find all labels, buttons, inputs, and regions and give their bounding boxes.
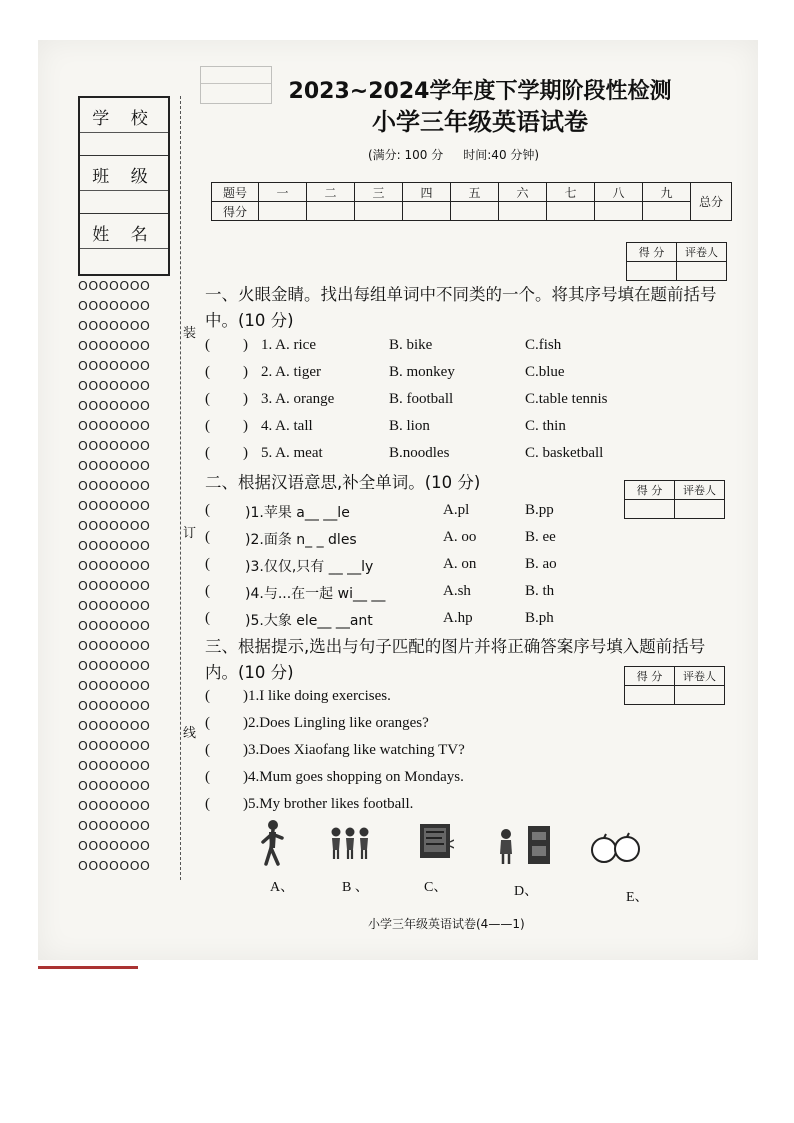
exam-title-line2: 小学三年级英语试卷 [372, 108, 588, 136]
answer-paren[interactable]: ( [205, 688, 210, 704]
seat-circle-row: OOOOOOO [78, 778, 151, 793]
grader-label: 评卷人 [675, 667, 725, 686]
section3-heading: 三、根据提示,选出与句子匹配的图片并将正确答案序号填入题前括号内。(10 分) [205, 637, 706, 682]
s3-question-1 [205, 688, 725, 712]
grader-score-label: 得 分 [625, 667, 675, 686]
class-field[interactable] [80, 156, 168, 214]
seat-circle-row: OOOOOOO [78, 838, 151, 853]
answer-paren[interactable]: ( [205, 715, 210, 731]
score-cell[interactable] [499, 202, 547, 221]
seat-circle-row: OOOOOOO [78, 438, 151, 453]
option-c: C. thin [525, 418, 566, 434]
answer-paren[interactable]: ( [205, 529, 210, 545]
school-field[interactable] [80, 98, 168, 156]
option-c: C.fish [525, 337, 562, 353]
option-b: B. football [389, 391, 454, 407]
grader-box-section1 [626, 242, 727, 281]
option-a: 4. A. tall [261, 418, 313, 434]
option-b: B. bike [389, 337, 433, 353]
seat-circle-row: OOOOOOO [78, 718, 151, 733]
page-footer: 小学三年级英语试卷(4——1) [368, 917, 525, 931]
sentence: )2.Does Lingling like oranges? [243, 715, 429, 731]
option-a: A.sh [443, 583, 471, 599]
grader-score-label: 得 分 [627, 243, 677, 262]
col-9: 九 [643, 183, 691, 202]
binding-line [180, 96, 181, 880]
answer-paren-close: ) [243, 418, 248, 434]
exercising-person-icon [258, 818, 288, 874]
col-1: 一 [259, 183, 307, 202]
picture-label-a: A、 [270, 880, 295, 895]
seat-circle-row: OOOOOOO [78, 518, 151, 533]
option-a: A.pl [443, 502, 470, 518]
seat-circle-row: OOOOOOO [78, 858, 151, 873]
answer-paren[interactable]: ( [205, 418, 210, 434]
s3-question-5 [205, 796, 725, 820]
option-b: B. lion [389, 418, 430, 434]
binding-mark-xian: 线 [183, 726, 197, 741]
option-b: B.pp [525, 502, 554, 518]
s2-question-4 [205, 583, 725, 607]
option-a: 1. A. rice [261, 337, 316, 353]
col-2: 二 [307, 183, 355, 202]
children-group-icon [328, 826, 372, 860]
option-a: 5. A. meat [261, 445, 323, 461]
seat-circle-row: OOOOOOO [78, 578, 151, 593]
s2-question-2 [205, 529, 725, 553]
seat-circle-row: OOOOOOO [78, 738, 151, 753]
seat-circle-row: OOOOOOO [78, 638, 151, 653]
grader-label: 评卷人 [675, 481, 725, 500]
option-c: C. basketball [525, 445, 604, 461]
grader-label: 评卷人 [677, 243, 727, 262]
name-label: 姓 名 [92, 225, 156, 245]
sentence: )1.I like doing exercises. [243, 688, 391, 704]
picture-label-d: D、 [514, 884, 539, 899]
seat-circle-row: OOOOOOO [78, 818, 151, 833]
word-prompt: )1.苹果 a__ __le [245, 505, 350, 521]
option-b: B. monkey [389, 364, 455, 380]
option-a: A. on [443, 556, 477, 572]
score-cell[interactable] [451, 202, 499, 221]
score-cell[interactable] [259, 202, 307, 221]
seat-circle-row: OOOOOOO [78, 358, 151, 373]
answer-paren[interactable]: ( [205, 742, 210, 758]
sentence: )4.Mum goes shopping on Mondays. [243, 769, 464, 785]
answer-paren[interactable]: ( [205, 583, 210, 599]
sentence: )5.My brother likes football. [243, 796, 414, 812]
answer-paren[interactable]: ( [205, 796, 210, 812]
seat-circle-row: OOOOOOO [78, 658, 151, 673]
col-6: 六 [499, 183, 547, 202]
picture-label-b: B 、 [342, 880, 369, 895]
answer-paren[interactable]: ( [205, 391, 210, 407]
s2-question-1 [205, 502, 725, 526]
answer-paren-close: ) [243, 445, 248, 461]
option-b: B. th [525, 583, 555, 599]
col-7: 七 [547, 183, 595, 202]
grader-name-cell[interactable] [677, 262, 727, 281]
seat-circle-row: OOOOOOO [78, 558, 151, 573]
score-cell[interactable] [547, 202, 595, 221]
option-b: B. ao [525, 556, 557, 572]
s3-question-2 [205, 715, 725, 739]
section2-heading: 二、根据汉语意思,补全单词。(10 分) [205, 473, 481, 492]
answer-paren-close: ) [243, 337, 248, 353]
picture-label-e: E、 [626, 890, 649, 905]
exam-title-line1: 2023~2024学年度下学期阶段性检测 [288, 79, 672, 104]
word-prompt: )5.大象 ele__ __ant [245, 613, 373, 629]
grader-score-label: 得 分 [625, 481, 675, 500]
seat-circle-row: OOOOOOO [78, 298, 151, 313]
s3-question-3 [205, 742, 725, 766]
col-8: 八 [595, 183, 643, 202]
total-score-label: 总分 [691, 183, 732, 221]
option-a: 2. A. tiger [261, 364, 321, 380]
s2-question-5 [205, 610, 725, 634]
option-b: B.ph [525, 610, 554, 626]
full-score: (满分: 100 分 [368, 148, 444, 162]
class-label: 班 级 [92, 167, 156, 187]
seat-circle-row: OOOOOOO [78, 678, 151, 693]
answer-paren[interactable]: ( [205, 556, 210, 572]
seat-circle-row: OOOOOOO [78, 538, 151, 553]
col-3: 三 [355, 183, 403, 202]
seat-circle-row: OOOOOOO [78, 278, 151, 293]
option-b: B.noodles [389, 445, 450, 461]
s2-question-3 [205, 556, 725, 580]
shopping-scene-icon [494, 824, 554, 866]
score-row-label: 得分 [212, 202, 259, 221]
binding-mark-zhuang: 装 [183, 326, 197, 341]
answer-paren-close: ) [243, 391, 248, 407]
binding-mark-ding: 订 [183, 526, 197, 541]
option-c: C.blue [525, 364, 565, 380]
score-cell[interactable] [355, 202, 403, 221]
answer-paren-close: ) [243, 364, 248, 380]
answer-paren[interactable]: ( [205, 364, 210, 380]
score-table [211, 182, 732, 221]
word-prompt: )4.与...在一起 wi__ __ [245, 586, 386, 602]
section1-heading: 一、火眼金睛。找出每组单词中不同类的一个。将其序号填在题前括号中。(10 分) [205, 285, 717, 330]
option-b: B. ee [525, 529, 556, 545]
school-label: 学 校 [92, 109, 156, 129]
seat-circle-row: OOOOOOO [78, 458, 151, 473]
seat-circle-row: OOOOOOO [78, 798, 151, 813]
s1-question-4 [205, 418, 725, 442]
seat-circle-row: OOOOOOO [78, 698, 151, 713]
s1-question-1 [205, 337, 725, 361]
student-info-box [78, 96, 170, 276]
col-4: 四 [403, 183, 451, 202]
score-cell[interactable] [643, 202, 691, 221]
seat-circle-row: OOOOOOO [78, 398, 151, 413]
television-icon [418, 820, 454, 864]
exam-meta [368, 146, 559, 163]
name-field[interactable] [80, 214, 168, 272]
seat-circle-row: OOOOOOO [78, 378, 151, 393]
answer-paren[interactable]: ( [205, 337, 210, 353]
answer-paren[interactable]: ( [205, 502, 210, 518]
seat-circle-row: OOOOOOO [78, 338, 151, 353]
sentence: )3.Does Xiaofang like watching TV? [243, 742, 465, 758]
seat-circle-row: OOOOOOO [78, 418, 151, 433]
answer-paren[interactable]: ( [205, 610, 210, 626]
word-prompt: )3.仅仅,只有 __ __ly [245, 559, 374, 575]
score-cell[interactable] [307, 202, 355, 221]
seat-circle-row: OOOOOOO [78, 598, 151, 613]
score-cell[interactable] [595, 202, 643, 221]
question-number-label: 题号 [212, 183, 259, 202]
word-prompt: )2.面条 n_ _ dles [245, 532, 357, 548]
s3-question-4 [205, 769, 725, 793]
s1-question-2 [205, 364, 725, 388]
exam-time: 时间:40 分钟) [463, 148, 540, 162]
score-cell[interactable] [403, 202, 451, 221]
seat-circle-row: OOOOOOO [78, 498, 151, 513]
oranges-icon [590, 832, 642, 864]
answer-paren[interactable]: ( [205, 769, 210, 785]
answer-paren[interactable]: ( [205, 445, 210, 461]
option-a: 3. A. orange [261, 391, 335, 407]
s1-question-5 [205, 445, 725, 469]
seat-circle-row: OOOOOOO [78, 758, 151, 773]
seat-circle-row: OOOOOOO [78, 618, 151, 633]
grader-score-cell[interactable] [627, 262, 677, 281]
option-a: A.hp [443, 610, 473, 626]
col-5: 五 [451, 183, 499, 202]
option-c: C.table tennis [525, 391, 608, 407]
seat-circle-row: OOOOOOO [78, 478, 151, 493]
option-a: A. oo [443, 529, 477, 545]
seat-number-circles [78, 276, 170, 876]
picture-label-c: C、 [424, 880, 448, 895]
seat-circle-row: OOOOOOO [78, 318, 151, 333]
s1-question-3 [205, 391, 725, 415]
bottom-rule [38, 966, 138, 969]
